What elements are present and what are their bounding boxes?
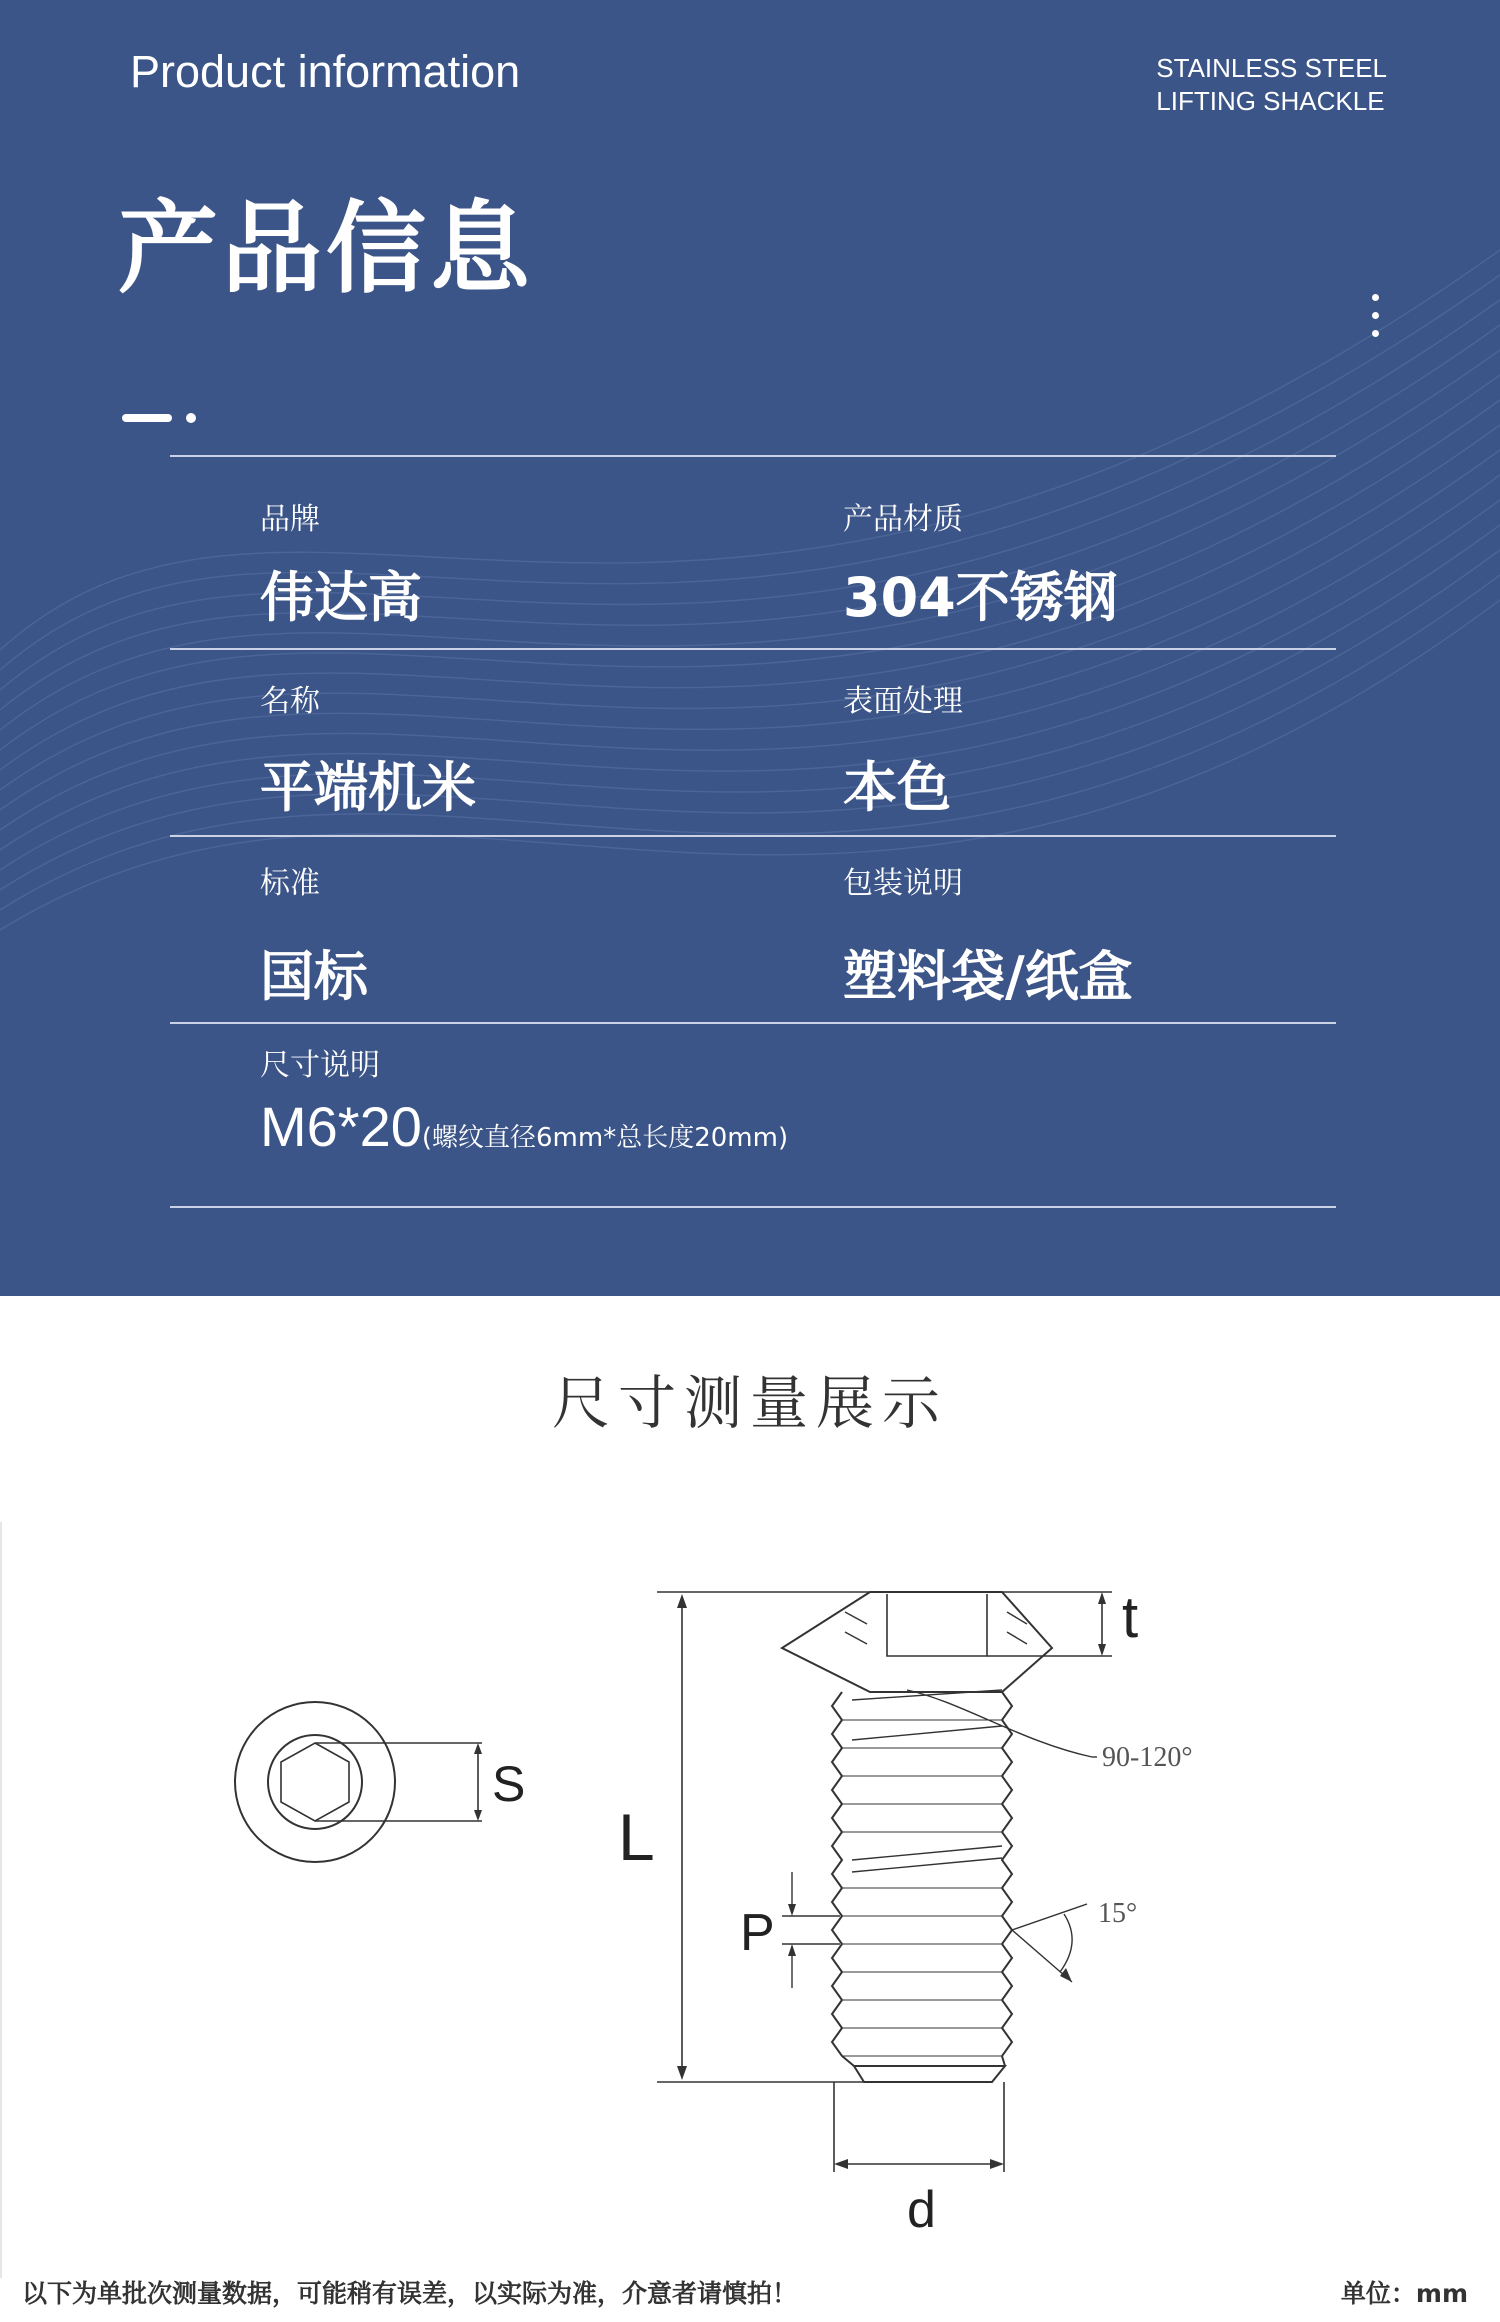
- label-d: d: [907, 2181, 936, 2239]
- dimension-diagram-area: [0, 1522, 1500, 2278]
- dimension-d: [834, 2082, 1004, 2172]
- brand-value: 伟达高: [260, 566, 422, 629]
- material-value: 304不锈钢: [843, 566, 1118, 629]
- standard-value: 国标: [260, 945, 368, 1008]
- divider: [170, 455, 1336, 457]
- size-label: 尺寸说明: [260, 1048, 380, 1083]
- accent-bar: [122, 414, 172, 422]
- size-value: M6*20: [260, 1095, 422, 1158]
- surface-value: 本色: [843, 756, 951, 819]
- thread-angle-leader: [1012, 1904, 1087, 1982]
- name-value: 平端机米: [260, 756, 476, 819]
- standard-label: 标准: [260, 866, 320, 901]
- label-head-angle: 90-120°: [1102, 1742, 1193, 1773]
- english-subtitle-line2: LIFTING SHACKLE: [1156, 86, 1385, 116]
- label-thread-angle: 15°: [1098, 1898, 1138, 1929]
- divider: [170, 648, 1336, 650]
- more-dots-icon: [1372, 294, 1380, 348]
- english-title: Product information: [130, 46, 521, 97]
- divider: [170, 1206, 1336, 1208]
- brand-label: 品牌: [260, 502, 320, 537]
- label-s: S: [492, 1756, 526, 1812]
- surface-label: 表面处理: [843, 684, 963, 719]
- material-label: 产品材质: [843, 502, 963, 537]
- screw-body: [782, 1592, 1052, 2082]
- end-view: [235, 1702, 482, 1862]
- size-value-line: [260, 1094, 788, 1159]
- package-value: 塑料袋/纸盒: [843, 945, 1133, 1008]
- label-P: P: [740, 1904, 775, 1962]
- package-label: 包装说明: [843, 866, 963, 901]
- english-subtitle-line1: STAINLESS STEEL: [1156, 53, 1387, 83]
- dimension-L: [657, 1592, 872, 2082]
- name-label: 名称: [260, 684, 320, 719]
- divider: [170, 1022, 1336, 1024]
- unit-label: 单位：mm: [1340, 2279, 1468, 2308]
- section-title: 尺寸测量展示: [551, 1369, 948, 1437]
- measurement-disclaimer: 以下为单批次测量数据，可能稍有误差，以实际为准，介意者请慎拍！: [22, 2279, 798, 2308]
- set-screw-diagram: [2, 1522, 1500, 2278]
- accent-dot: [186, 413, 196, 423]
- size-note: (螺纹直径6mm*总长度20mm): [421, 1123, 789, 1153]
- english-subtitle: [1156, 52, 1387, 118]
- divider: [170, 835, 1336, 837]
- label-L: L: [618, 1800, 655, 1874]
- chinese-title: 产品信息: [118, 190, 534, 307]
- label-t: t: [1122, 1585, 1139, 1650]
